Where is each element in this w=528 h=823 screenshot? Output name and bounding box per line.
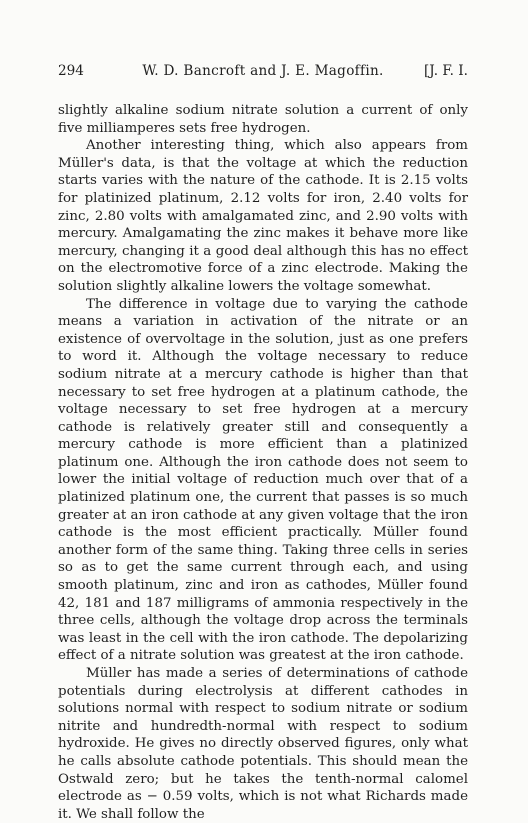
paragraph: Another interesting thing, which also appears from Müller's data, is that the voltage at which the reduction starts varies with the nature of the cathode. It is 2.15 volts for platinized platinum, 2.12 volts for iron, 2.40 volts for zinc, 2.80 volts with amalgamated zinc, and 2.90 volts with mercury. Amalgamating the zinc makes it behave more like mercury, changing it a good deal although this has no effect on the electromotive force of a zinc electrode. Making the solution slightly alkaline lowers the voltage somewhat.: [58, 138, 468, 294]
paragraph: The difference in voltage due to varying the cathode means a variation in activation of the nitrate or an existence of overvoltage in the solution, just as one prefers to word it. Although the voltage necessary to reduce sodium nitrate at a mercury cathode is higher than that necessary to set free hydrogen at a platinum cathode, the voltage necessary to set free hydrogen at a mercury cathode is relatively greater still and consequently a mercury cathode is more efficient than a platinized platinum one. Although the iron cathode does not seem to lower the initial voltage of reduction much over that of a platinized platinum one, the current that passes is so much greater at an iron cathode at any given voltage that the iron cathode is the most efficient practically. Müller found another form of the same thing. Taking three cells in series so as to get the same current through each, and using smooth platinum, zinc and iron as cathodes, Müller found 42, 181 and 187 milligrams of ammonia respectively in the three cells, although the voltage drop across the terminals was least in the cell with the iron cathode. The depolarizing effect of a nitrate solution was greatest at the iron cathode.: [58, 296, 468, 664]
running-head-journal: [J. F. I.: [424, 63, 468, 79]
paragraph: Müller has made a series of determinations of cathode potentials during electrolysis at different cathodes in solutions normal with respect to sodium nitrate or sodium nitrite and hundredth-normal with respect to sodium hydroxide. He gives no directly observed figures, only what he calls absolute cathode potentials. This should mean the Ostwald zero; but he takes the tenth-normal calomel electrode as − 0.59 volts, which is not what Richards made it. We shall follow the: [58, 666, 468, 822]
running-header: [58, 62, 468, 80]
running-head-authors: W. D. Bancroft and J. E. Magoffin.: [142, 63, 384, 79]
paragraph-continuation: slightly alkaline sodium nitrate solution a current of only five milliamperes sets free hydrogen.: [58, 103, 468, 136]
page-number: 294: [58, 63, 84, 79]
body-text: [58, 102, 468, 823]
